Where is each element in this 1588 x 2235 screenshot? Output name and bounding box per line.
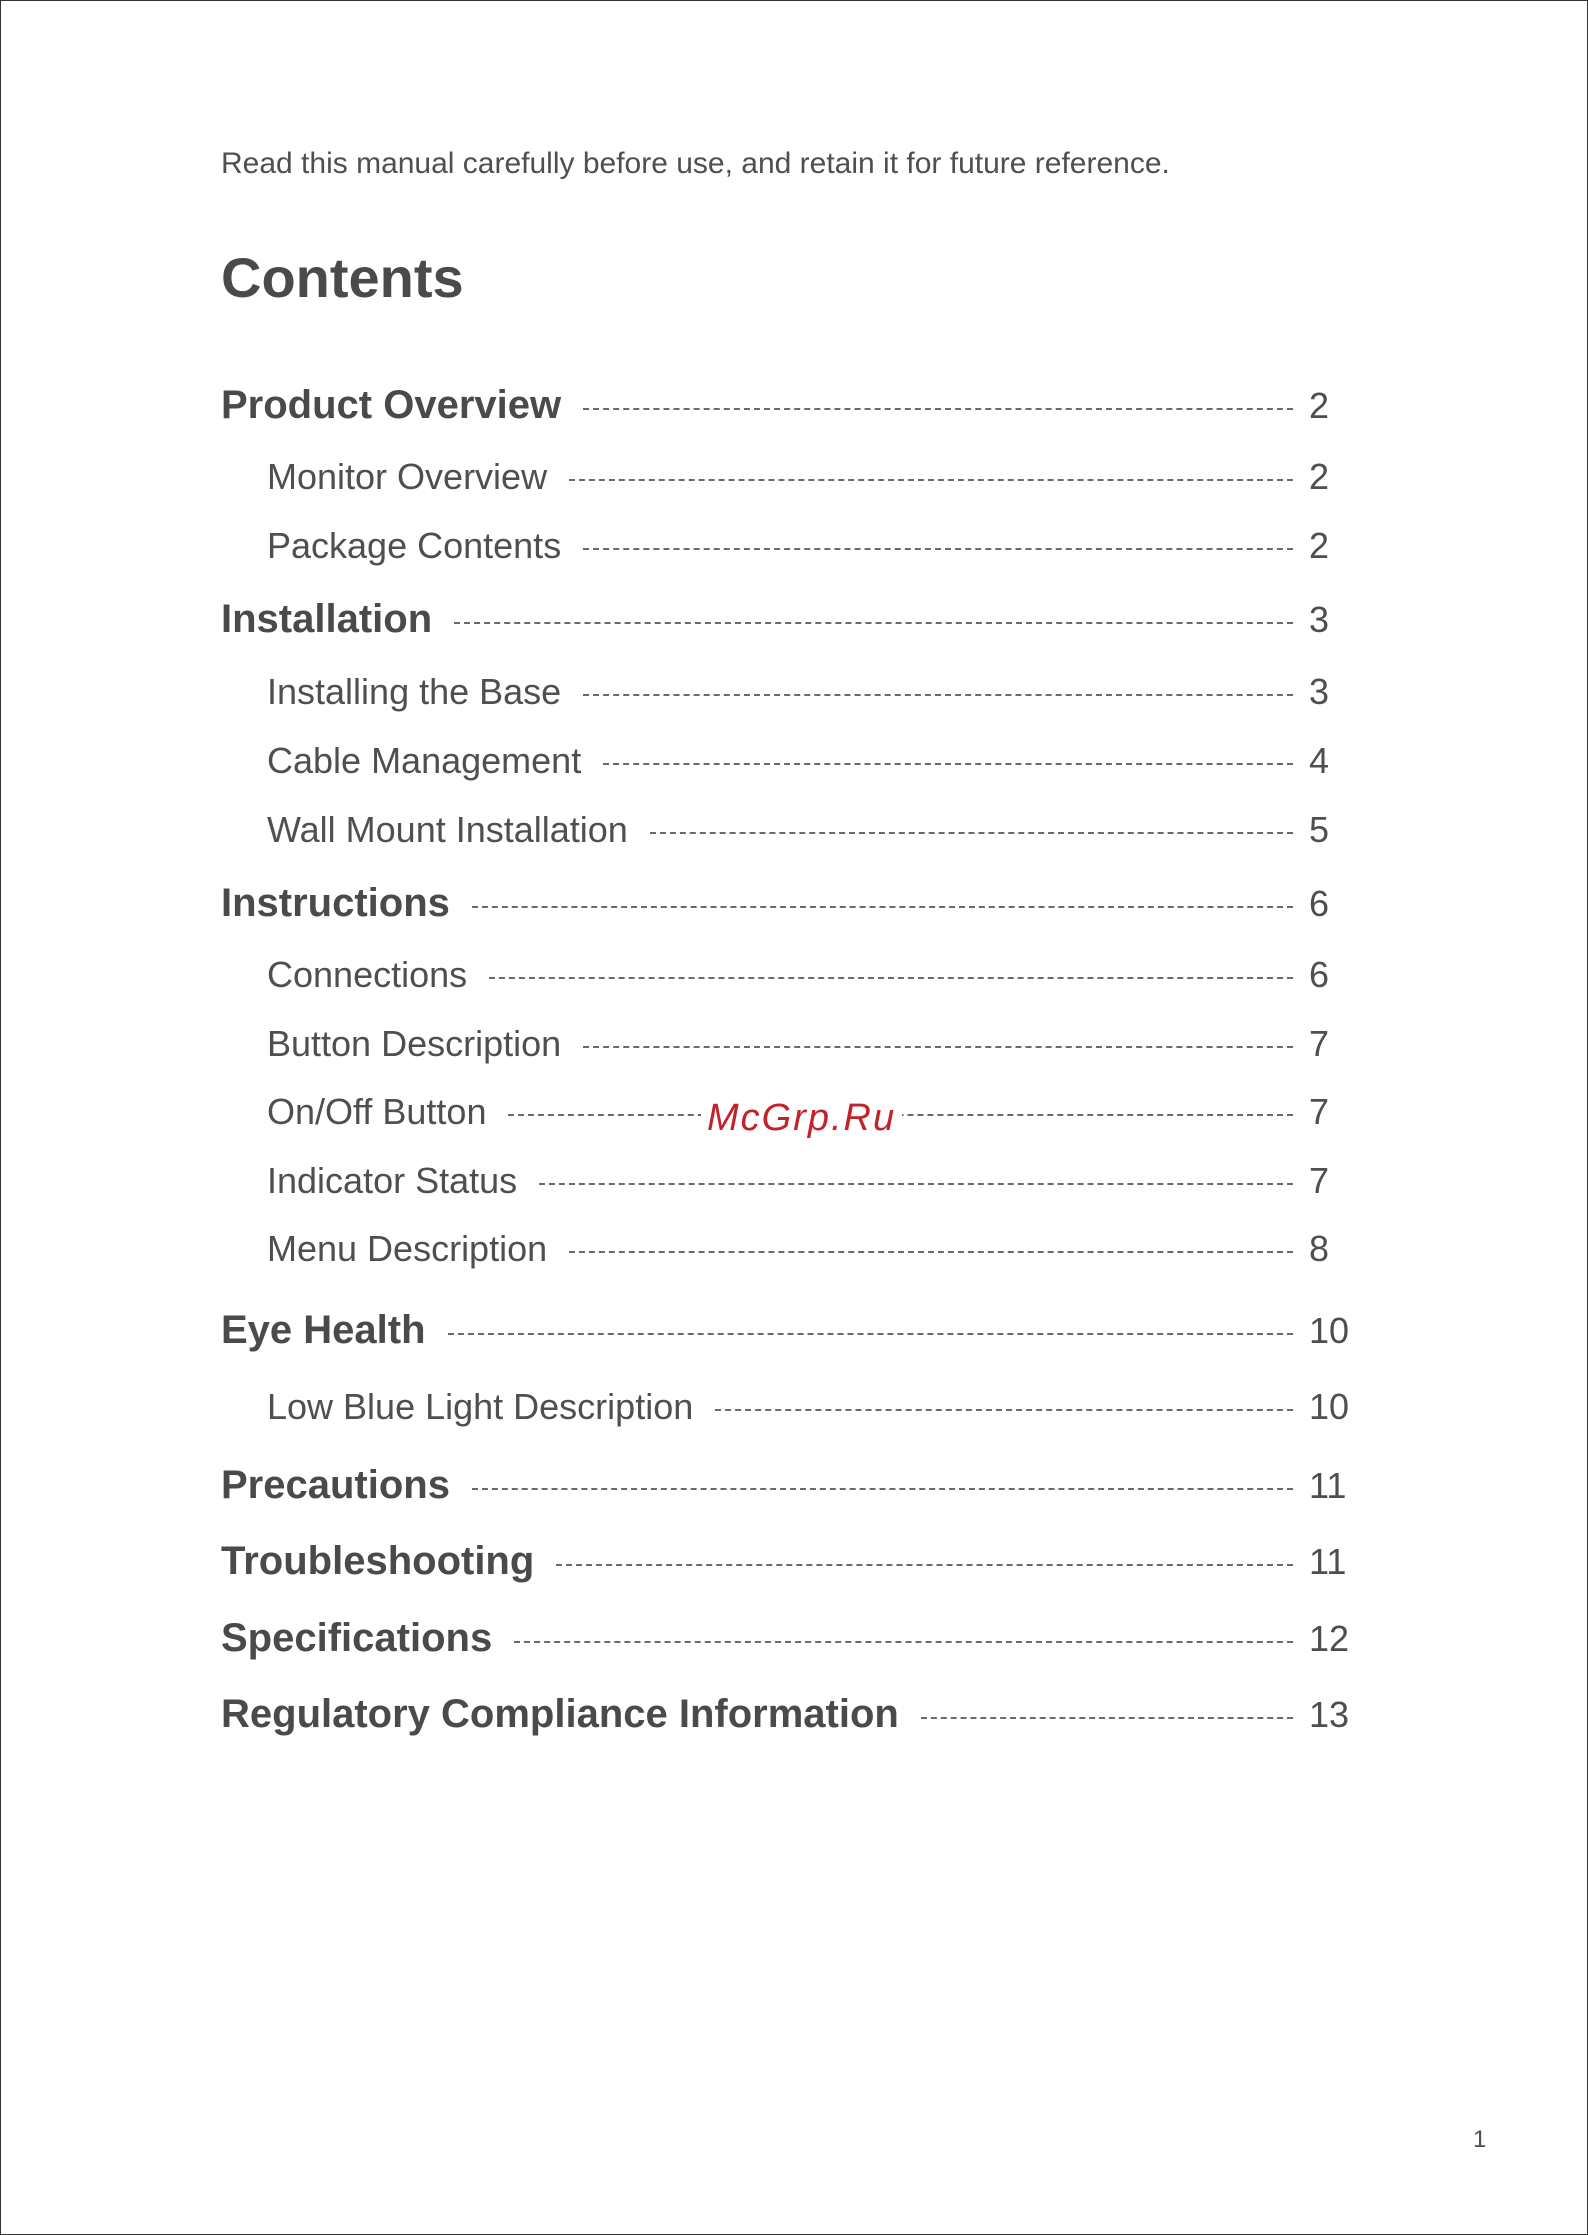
toc-entry-label: Instructions — [221, 881, 450, 925]
dotted-leader — [583, 548, 1293, 550]
toc-entry-connections[interactable] — [267, 954, 1349, 996]
dotted-leader — [603, 763, 1293, 765]
toc-entry-page: 6 — [1309, 883, 1330, 924]
toc-entry-page: 10 — [1309, 1386, 1350, 1427]
toc-entry-label: Indicator Status — [267, 1160, 518, 1201]
toc-entry-specifications[interactable] — [221, 1616, 1349, 1661]
toc-entry-label: Connections — [267, 954, 468, 995]
dotted-leader — [650, 832, 1293, 834]
toc-entry-package-contents[interactable] — [267, 525, 1349, 567]
toc-entry-monitor-overview[interactable] — [267, 456, 1349, 498]
dotted-leader — [454, 622, 1293, 624]
toc-entry-label: Eye Health — [221, 1308, 426, 1352]
dotted-leader — [569, 479, 1293, 481]
toc-entry-label: On/Off Button — [267, 1091, 487, 1132]
toc-entry-label: Package Contents — [267, 525, 562, 566]
toc-entry-button-description[interactable] — [267, 1023, 1349, 1065]
toc-entry-page: 12 — [1309, 1618, 1350, 1659]
toc-entry-page: 7 — [1309, 1091, 1330, 1132]
toc-entry-wall-mount-installation[interactable] — [267, 809, 1349, 851]
toc-entry-page: 11 — [1309, 1541, 1347, 1582]
dotted-leader — [569, 1251, 1293, 1253]
toc-entry-precautions[interactable] — [221, 1463, 1349, 1508]
dotted-leader — [583, 694, 1293, 696]
toc-entry-label: Precautions — [221, 1463, 450, 1507]
toc-entry-label: Monitor Overview — [267, 456, 548, 497]
toc-entry-page: 5 — [1309, 809, 1330, 850]
dotted-leader — [583, 408, 1293, 410]
toc-entry-cable-management[interactable] — [267, 740, 1349, 782]
dotted-leader — [921, 1717, 1293, 1719]
dotted-leader — [514, 1641, 1293, 1643]
toc-entry-page: 3 — [1309, 671, 1330, 712]
toc-entry-low-blue-light-description[interactable] — [267, 1386, 1349, 1428]
toc-entry-page: 7 — [1309, 1160, 1330, 1201]
toc-entry-installing-the-base[interactable] — [267, 671, 1349, 713]
dotted-leader — [715, 1409, 1293, 1411]
toc-entry-eye-health[interactable] — [221, 1308, 1349, 1353]
dotted-leader — [472, 1488, 1293, 1490]
toc-entry-label: Wall Mount Installation — [267, 809, 628, 850]
toc-entry-label: Installing the Base — [267, 671, 562, 712]
dotted-leader — [556, 1564, 1293, 1566]
dotted-leader — [539, 1183, 1293, 1185]
toc-entry-page: 13 — [1309, 1694, 1350, 1735]
toc-entry-installation[interactable] — [221, 597, 1349, 642]
toc-entry-instructions[interactable] — [221, 881, 1349, 926]
toc-entry-product-overview[interactable] — [221, 383, 1349, 428]
contents-title: Contents — [221, 246, 464, 309]
toc-entry-label: Button Description — [267, 1023, 562, 1064]
toc-entry-page: 11 — [1309, 1465, 1347, 1506]
intro-text: Read this manual carefully before use, and retain it for future reference. — [221, 147, 1170, 180]
page-number: 1 — [1473, 2126, 1487, 2153]
toc-entry-page: 8 — [1309, 1228, 1330, 1269]
toc-entry-label: Troubleshooting — [221, 1539, 535, 1583]
toc-entry-page: 2 — [1309, 456, 1330, 497]
toc-entry-indicator-status[interactable] — [267, 1160, 1349, 1202]
toc-entry-label: Regulatory Compliance Information — [221, 1692, 899, 1736]
toc-entry-label: Cable Management — [267, 740, 582, 781]
toc-entry-page: 3 — [1309, 599, 1330, 640]
dotted-leader — [489, 977, 1293, 979]
toc-entry-page: 10 — [1309, 1310, 1350, 1351]
toc-entry-label: Specifications — [221, 1616, 493, 1660]
toc-entry-page: 4 — [1309, 740, 1330, 781]
dotted-leader — [583, 1046, 1293, 1048]
toc-entry-page: 2 — [1309, 525, 1330, 566]
toc-entry-label: Installation — [221, 597, 433, 641]
toc-entry-page: 2 — [1309, 385, 1330, 426]
toc-entry-label: Menu Description — [267, 1228, 548, 1269]
toc-entry-menu-description[interactable] — [267, 1228, 1349, 1270]
toc-entry-label: Low Blue Light Description — [267, 1386, 694, 1427]
dotted-leader — [472, 906, 1293, 908]
watermark-text: McGrp.Ru — [701, 1097, 902, 1140]
toc-entry-page: 6 — [1309, 954, 1330, 995]
toc-entry-regulatory-compliance-information[interactable] — [221, 1692, 1349, 1737]
toc-entry-page: 7 — [1309, 1023, 1330, 1064]
toc-entry-label: Product Overview — [221, 383, 562, 427]
toc-entry-troubleshooting[interactable] — [221, 1539, 1349, 1584]
dotted-leader — [448, 1333, 1293, 1335]
